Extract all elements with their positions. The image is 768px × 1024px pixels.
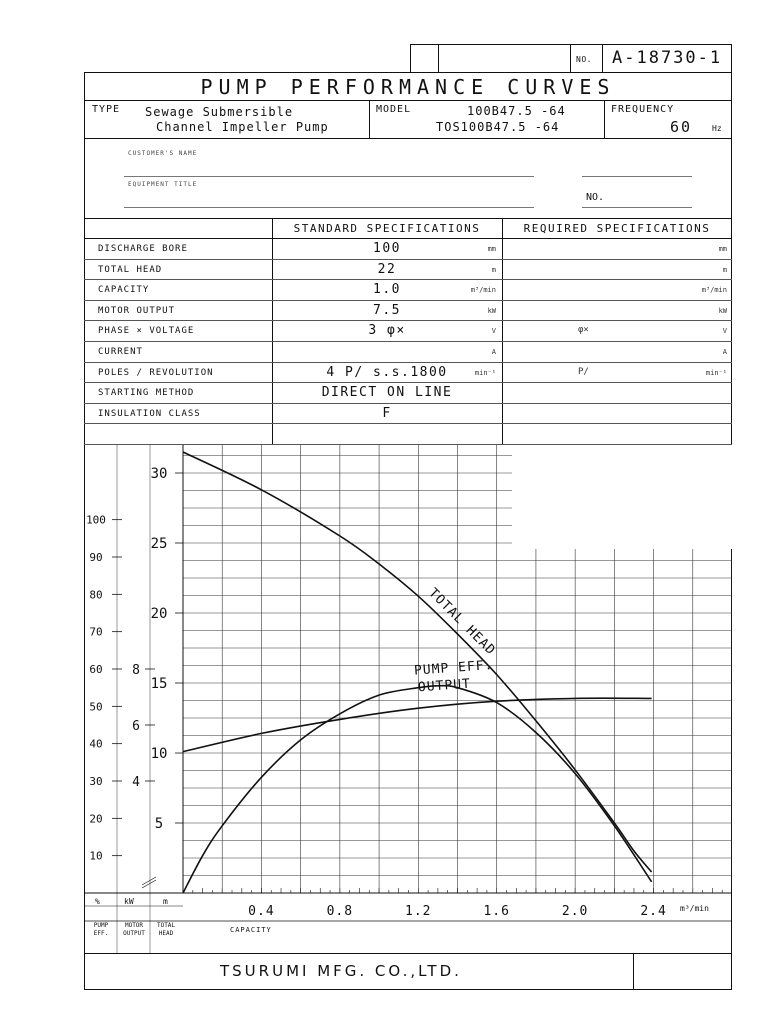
head-tick-label: 15	[150, 676, 168, 692]
remarks-mask	[512, 445, 732, 549]
efficiency-tick-label: 50	[89, 700, 103, 714]
spec-row-req-unit: min⁻¹	[705, 368, 727, 377]
equipment-title-label: EQUIPMENT TITLE	[128, 181, 198, 188]
header-no-label: NO.	[576, 55, 592, 64]
frequency-label: FREQUENCY	[611, 104, 675, 115]
spec-row-unit: kW	[487, 306, 496, 315]
type-line-2: Channel Impeller Pump	[156, 120, 329, 134]
spec-row-req-mid: φ×	[578, 325, 589, 336]
spec-row-req-unit: m³/min	[701, 286, 727, 295]
output-unit-label: kW	[124, 897, 134, 906]
x-tick-label: 0.4	[248, 904, 275, 919]
total-head-curve-label: TOTAL HEAD	[425, 585, 499, 659]
type-label: TYPE	[92, 104, 121, 115]
spec-row-line	[84, 259, 732, 260]
efficiency-tick-label: 30	[89, 775, 103, 788]
model-label: MODEL	[376, 104, 412, 115]
spec-row-label: INSULATION CLASS	[98, 408, 201, 419]
customer-no-label: NO.	[586, 192, 605, 203]
performance-chart	[84, 445, 732, 953]
x-tick-label: 0.8	[326, 904, 354, 919]
output-tick-label: 6	[132, 719, 140, 734]
spec-row-unit: min⁻¹	[474, 368, 496, 377]
model-line-2: TOS100B47.5 -64	[436, 120, 560, 134]
series-line-output	[183, 698, 652, 751]
spec-col-divider	[502, 218, 503, 445]
frequency-value: 60	[670, 118, 693, 136]
spec-row-req-mid: P/	[578, 366, 589, 377]
efficiency-tick-label: 90	[89, 551, 103, 564]
head-axis-name: TOTAL HEAD	[156, 922, 176, 937]
x-tick-label: 2.0	[561, 904, 589, 919]
head-tick-label: 10	[150, 746, 168, 762]
spec-row-line	[84, 238, 732, 239]
spec-row-unit: V	[491, 327, 496, 336]
spec-row-line	[84, 403, 732, 404]
spec-row-value: 100	[373, 241, 401, 256]
spec-row-value: F	[382, 405, 392, 421]
output-tick-label: 4	[132, 775, 140, 790]
output-tick-label: 8	[132, 663, 140, 678]
x-tick-label: 2.4	[640, 904, 667, 919]
efficiency-tick-label: 100	[86, 513, 106, 527]
spec-row-line	[84, 423, 732, 424]
pump-eff-curve-label: PUMP EFF.	[413, 658, 494, 679]
spec-row-line	[84, 341, 732, 342]
head-tick-label: 5	[154, 816, 164, 832]
spec-row-label: STARTING METHOD	[98, 388, 195, 399]
output-curve-label: OUTPUT	[417, 676, 472, 696]
spec-row-unit: m	[491, 265, 496, 274]
standard-spec-header: STANDARD SPECIFICATIONS	[293, 222, 481, 235]
spec-row-line	[84, 362, 732, 363]
spec-row-unit: A	[491, 348, 496, 356]
spec-row-label: POLES / REVOLUTION	[98, 367, 214, 378]
output-axis-name: MOTOR OUTPUT	[123, 922, 145, 937]
spec-row-label: PHASE × VOLTAGE	[98, 326, 195, 337]
spec-row-value: 3 φ×	[368, 323, 406, 339]
spec-row-label: CAPACITY	[98, 285, 150, 296]
x-axis-unit: m³/min	[680, 904, 709, 913]
efficiency-axis-name: PUMP EFF.	[93, 922, 109, 937]
efficiency-tick-label: 60	[89, 663, 103, 676]
efficiency-tick-label: 40	[89, 737, 103, 751]
x-axis-name: CAPACITY	[230, 926, 272, 934]
efficiency-tick-label: 10	[89, 849, 103, 863]
spec-row-value: 4 P/ s.s.1800	[326, 364, 448, 380]
spec-row-label: MOTOR OUTPUT	[98, 305, 176, 316]
required-spec-header: REQUIRED SPECIFICATIONS	[523, 222, 711, 235]
spec-row-line	[84, 320, 732, 321]
efficiency-tick-label: 20	[89, 812, 103, 826]
spec-row-unit: mm	[487, 245, 496, 253]
spec-row-line	[84, 300, 732, 301]
efficiency-tick-label: 80	[89, 588, 103, 602]
spec-row-label: TOTAL HEAD	[98, 264, 163, 275]
series-line-pump-eff	[183, 686, 652, 893]
page-title: PUMP PERFORMANCE CURVES	[200, 75, 616, 99]
type-line-1: Sewage Submersible	[145, 105, 294, 119]
spec-row-label: CURRENT	[98, 347, 143, 357]
head-tick-label: 20	[150, 606, 168, 622]
spec-row-line	[84, 279, 732, 280]
x-tick-label: 1.6	[483, 904, 510, 919]
company-name: TSURUMI MFG. CO.,LTD.	[220, 962, 462, 980]
spec-row-unit: m³/min	[470, 286, 496, 295]
document-number: A-18730-1	[612, 48, 723, 68]
spec-row-req-unit: A	[722, 348, 727, 356]
spec-row-value: 22	[377, 261, 397, 277]
efficiency-tick-label: 70	[89, 625, 103, 639]
spec-row-line	[84, 382, 732, 383]
head-tick-label: 25	[150, 536, 168, 552]
spec-row-value: 7.5	[373, 302, 401, 318]
spec-row-req-unit: m	[722, 265, 727, 274]
head-unit-label: m	[163, 897, 168, 906]
spec-row-req-unit: V	[722, 327, 727, 336]
model-line-1: 100B47.5 -64	[467, 104, 566, 118]
spec-row-value: DIRECT ON LINE	[321, 385, 453, 401]
spec-row-req-unit: mm	[718, 245, 727, 253]
head-tick-label: 30	[150, 466, 168, 482]
x-tick-label: 1.2	[405, 904, 432, 919]
spec-row-value: 1.0	[373, 282, 401, 298]
frequency-unit: Hz	[712, 124, 722, 133]
customer-name-label: CUSTOMER'S NAME	[128, 150, 198, 157]
spec-row-label: DISCHARGE BORE	[98, 244, 188, 254]
spec-row-line	[84, 444, 732, 445]
spec-row-req-unit: kW	[718, 306, 727, 315]
efficiency-unit-label: %	[95, 897, 100, 906]
